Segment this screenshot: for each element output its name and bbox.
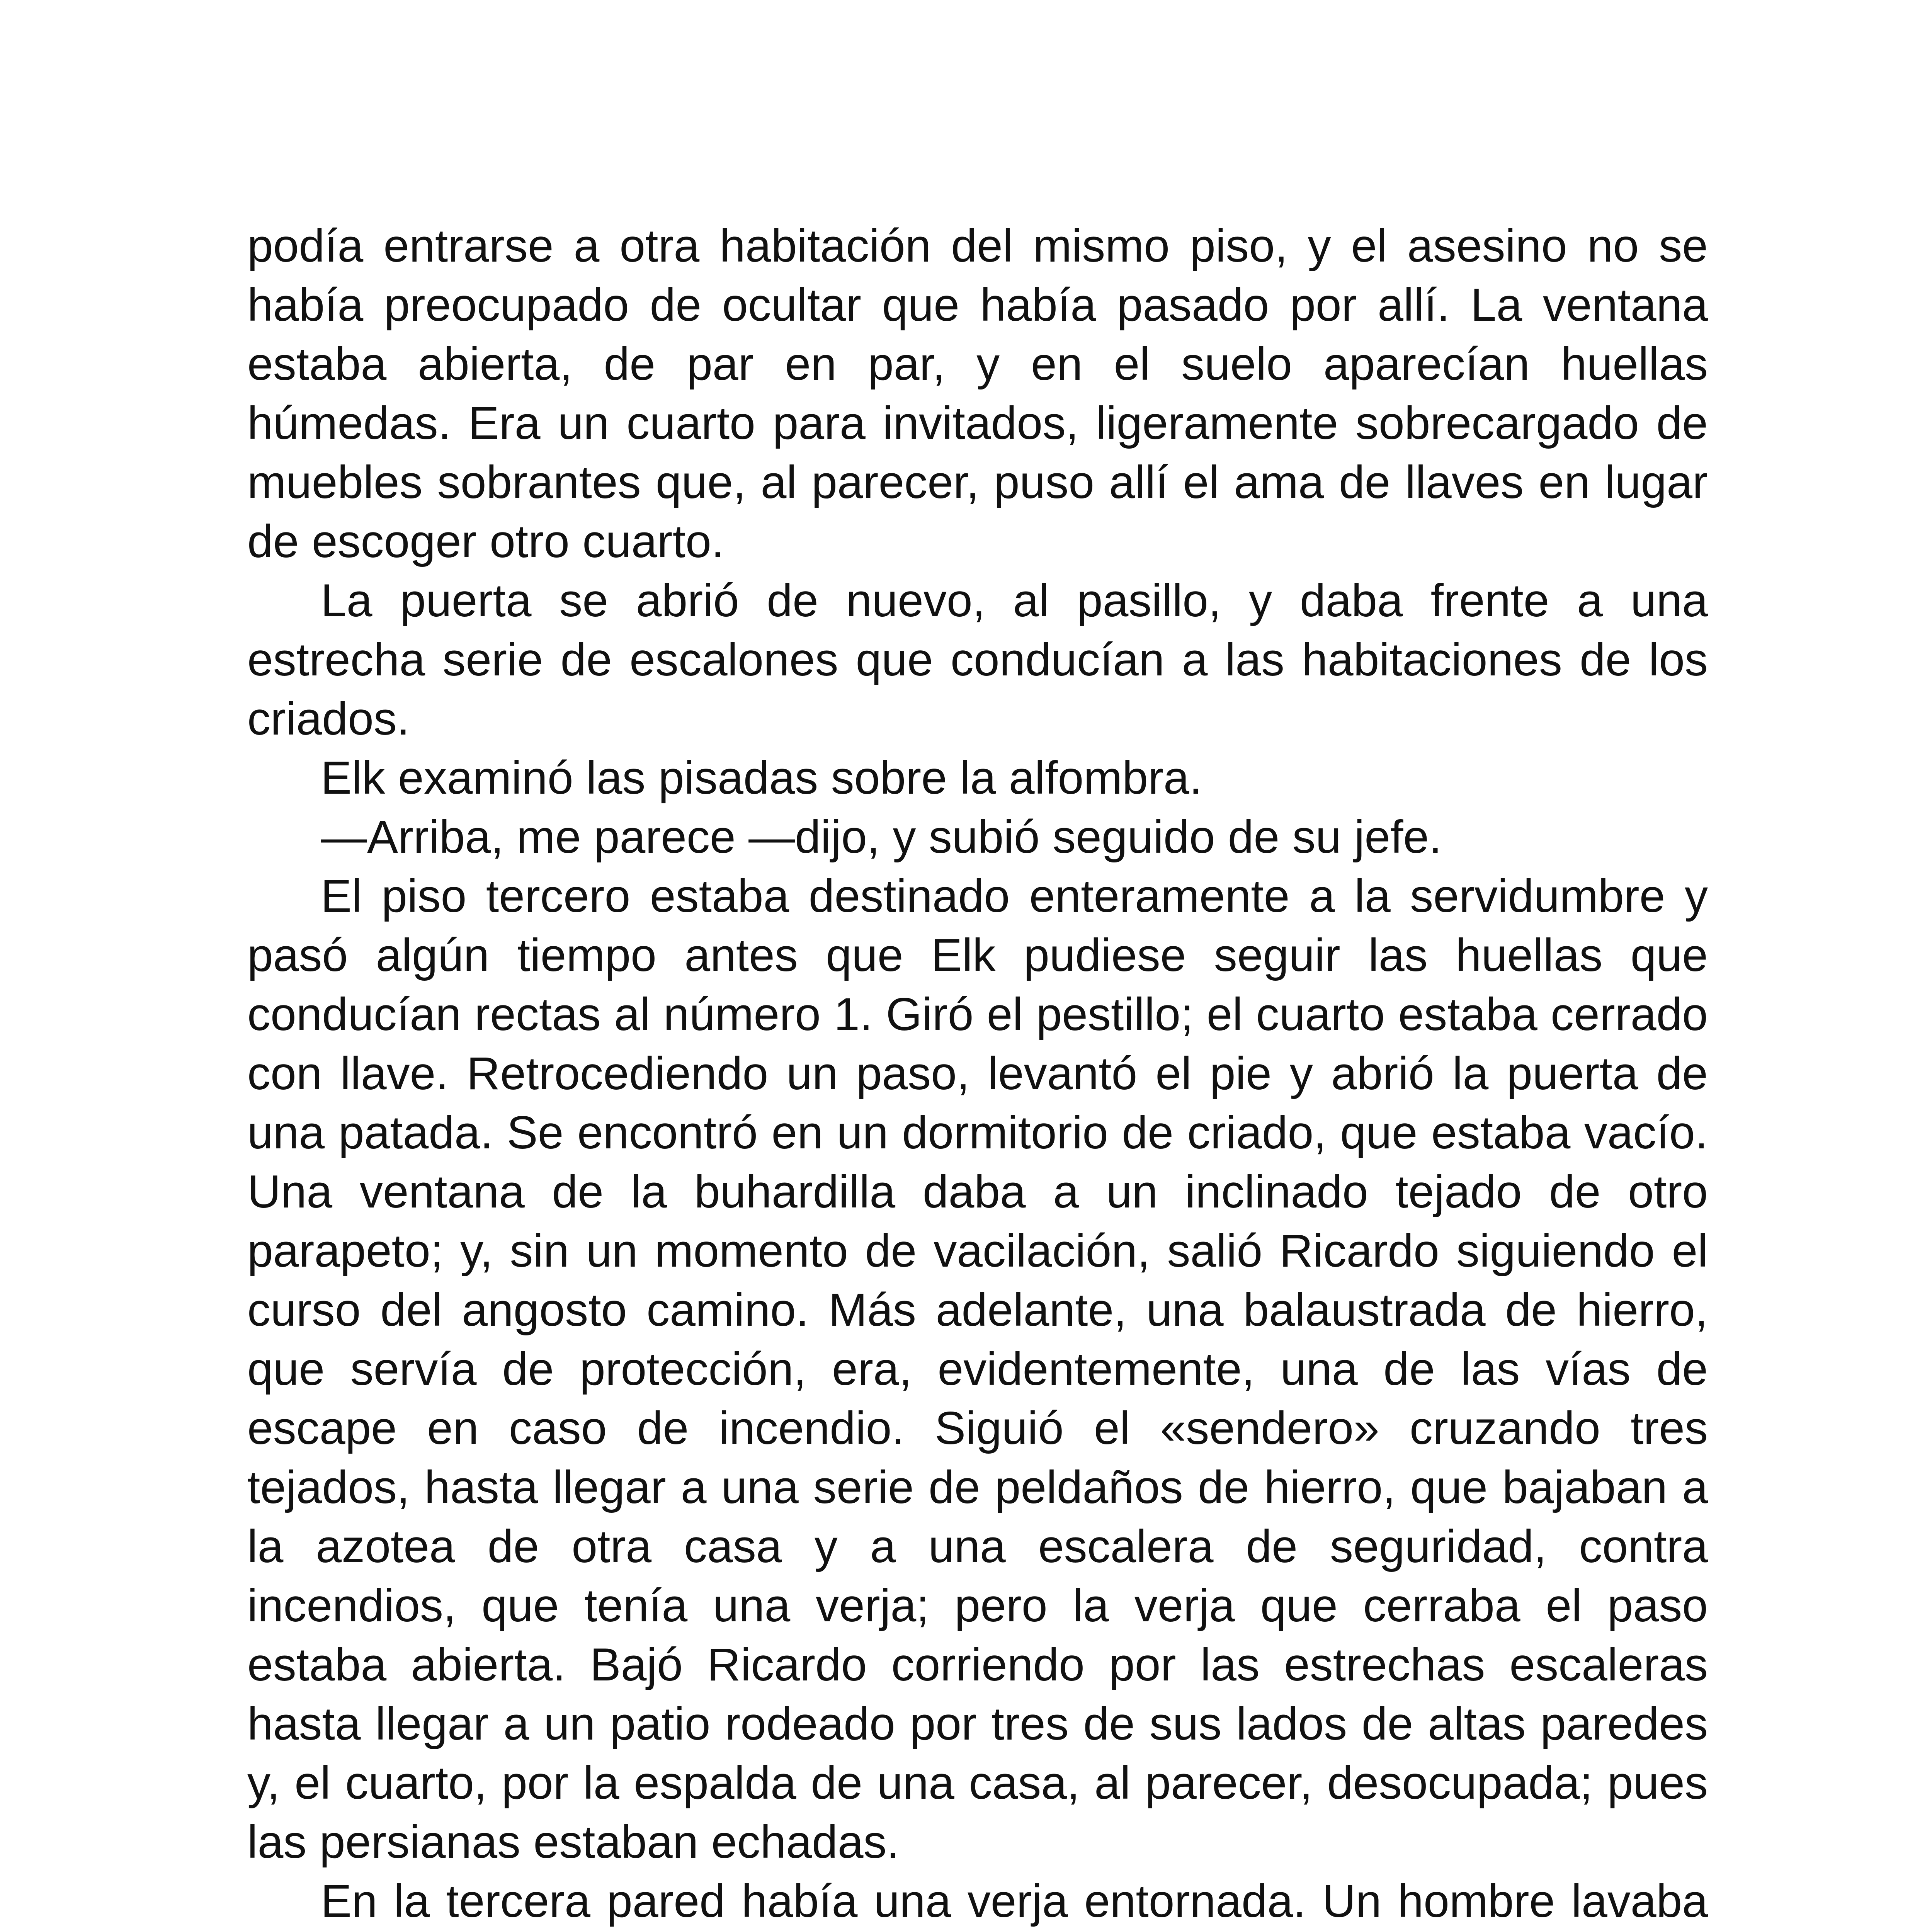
paragraph: Elk examinó las pisadas sobre la alfombra. [321,752,1202,804]
paragraph: En la tercera pared había una verja entornada. Un hombre lavaba [321,1875,1708,1927]
paragraph: El piso tercero estaba destinado enteramente a la servidumbre y pasó algún tiempo antes que Elk pudiese seguir las huellas que conducían rectas al número 1. Giró el pestillo; el cuarto estaba cerrado con llave. Retrocediendo un paso, levantó el pie y abrió la puerta de una patada. Se encontró en un dormitorio de criado, que estaba vacío. Una ventana de la buhardilla daba a un inclinado tejado de otro parapeto; y, sin un momento de vacilación, salió Ricardo siguiendo el curso del angosto camino. Más adelante, una balaustrada de hierro, que servía de protección, era, evidentemente, una de las vías de escape en caso de incendio. Siguió el «sendero» cruzando tres tejados, hasta llegar a una serie de peldaños de hierro, que bajaban a la azotea de otra casa y a una escalera de seguridad, contra incendios, que tenía una verja; pero la verja que cerraba el paso estaba abierta. Bajó Ricardo corriendo por las estrechas escaleras hasta llegar a un patio rodeado por tres de sus lados de altas paredes y, el cuarto, por la espalda de una casa, al parecer, desocupada; pues las persianas estaban echadas. [247,870,1708,1868]
dialogue-paragraph: —Arriba, me parece —dijo, y subió seguido de su jefe. [321,811,1442,863]
paragraph-continuation: podía entrarse a otra habitación del mismo piso, y el asesino no se había preocupado de ocultar que había pasado por allí. La ventana estaba abierta, de par en par, y en el suelo aparecían huellas húmedas. Era un cuarto para invitados, ligeramente sobrecargado de muebles sobrantes que, al parecer, puso allí el ama de llaves en lugar de escoger otro cuarto. [247,220,1708,567]
body-text [247,216,1708,1932]
paragraph: La puerta se abrió de nuevo, al pasillo, y daba frente a una estrecha serie de escalones que conducían a las habitaciones de los criados. [247,575,1708,745]
